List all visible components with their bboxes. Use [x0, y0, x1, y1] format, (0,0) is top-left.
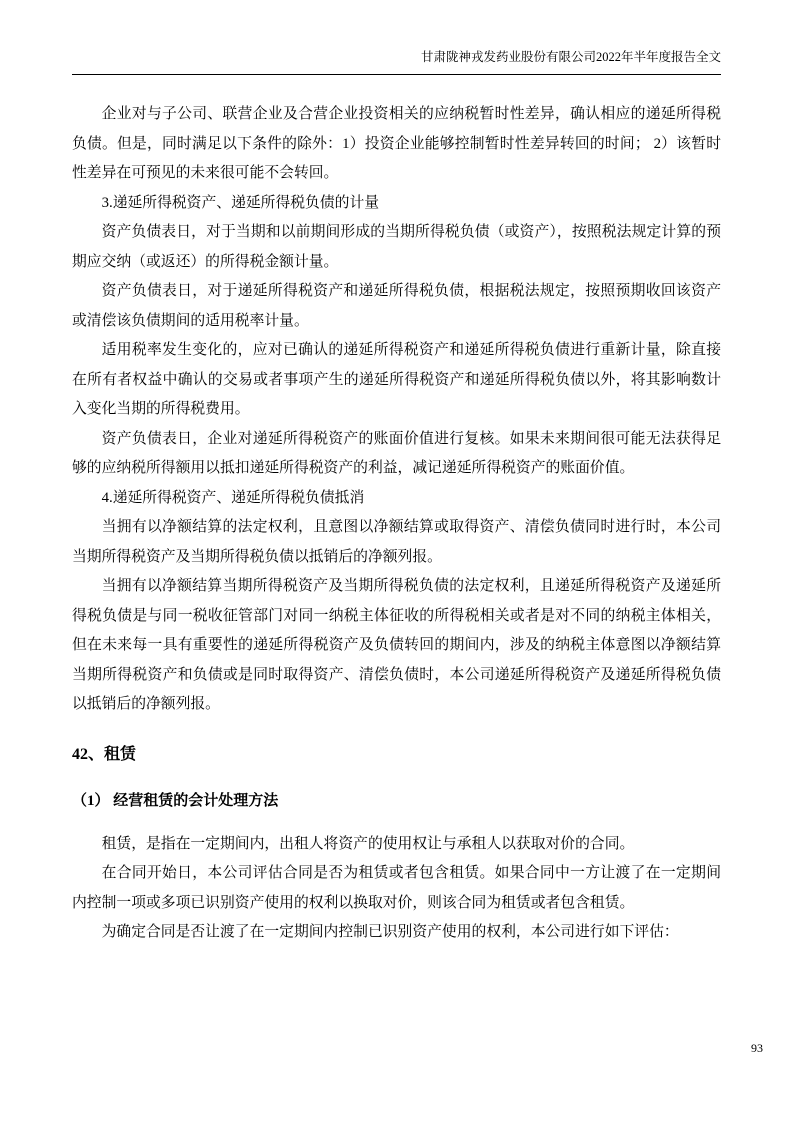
paragraph: 当拥有以净额结算的法定权利，且意图以净额结算或取得资产、清偿负债同时进行时，本公司当期所得税资产及当期所得税负债以抵销后的净额列报。 [72, 519, 721, 565]
paragraph: 资产负债表日，企业对递延所得税资产的账面价值进行复核。如果未来期间很可能无法获得足够的应纳税所得额用以抵扣递延所得税资产的利益，减记递延所得税资产的账面价值。 [72, 430, 721, 476]
page-number: 93 [751, 1041, 763, 1055]
paragraph: 租赁，是指在一定期间内，出租人将资产的使用权让与承租人以获取对价的合同。 [101, 835, 635, 852]
section-heading: 42、租赁 [72, 745, 137, 763]
paragraph: 企业对与子公司、联营企业及合营企业投资相关的应纳税暂时性差异，确认相应的递延所得税负债。但是，同时满足以下条件的除外：1）投资企业能够控制暂时性差异转回的时间； 2）该暂时性差异在可预见的未来很可能不会转回。 [72, 106, 721, 181]
document-content [72, 100, 721, 948]
paragraph: 资产负债表日，对于当期和以前期间形成的当期所得税负债（或资产），按照税法规定计算的预期应交纳（或返还）的所得税金额计量。 [72, 224, 721, 270]
page-header [72, 48, 721, 75]
paragraph: 适用税率发生变化的，应对已确认的递延所得税资产和递延所得税负债进行重新计量，除直接在所有者权益中确认的交易或者事项产生的递延所得税资产和递延所得税负债以外，将其影响数计入变化当期的所得税费用。 [72, 342, 721, 417]
paragraph: 当拥有以净额结算当期所得税资产及当期所得税负债的法定权利，且递延所得税资产及递延所得税负债是与同一税收征管部门对同一纳税主体征收的所得税相关或者是对不同的纳税主体相关，但在未来每一具有重要性的递延所得税资产及负债转回的期间内，涉及的纳税主体意图以净额结算当期所得税资产和负债或是同时取得资产、清偿负债时，本公司递延所得税资产及递延所得税负债以抵销后的净额列报。 [72, 578, 721, 712]
paragraph: 4.递延所得税资产、递延所得税负债抵消 [101, 489, 365, 506]
paragraph: 在合同开始日，本公司评估合同是否为租赁或者包含租赁。如果合同中一方让渡了在一定期间内控制一项或多项已识别资产使用的权利以换取对价，则该合同为租赁或者包含租赁。 [72, 865, 721, 911]
report-title: 甘肃陇神戎发药业股份有限公司2022年半年度报告全文 [420, 50, 721, 64]
paragraph: 为确定合同是否让渡了在一定期间内控制已识别资产使用的权利，本公司进行如下评估： [101, 924, 679, 940]
subsection-heading: （1） 经营租赁的会计处理方法 [72, 792, 279, 809]
paragraph: 资产负债表日，对于递延所得税资产和递延所得税负债，根据税法规定，按照预期收回该资产或清偿该负债期间的适用税率计量。 [72, 283, 721, 329]
paragraph: 3.递延所得税资产、递延所得税负债的计量 [101, 194, 380, 211]
